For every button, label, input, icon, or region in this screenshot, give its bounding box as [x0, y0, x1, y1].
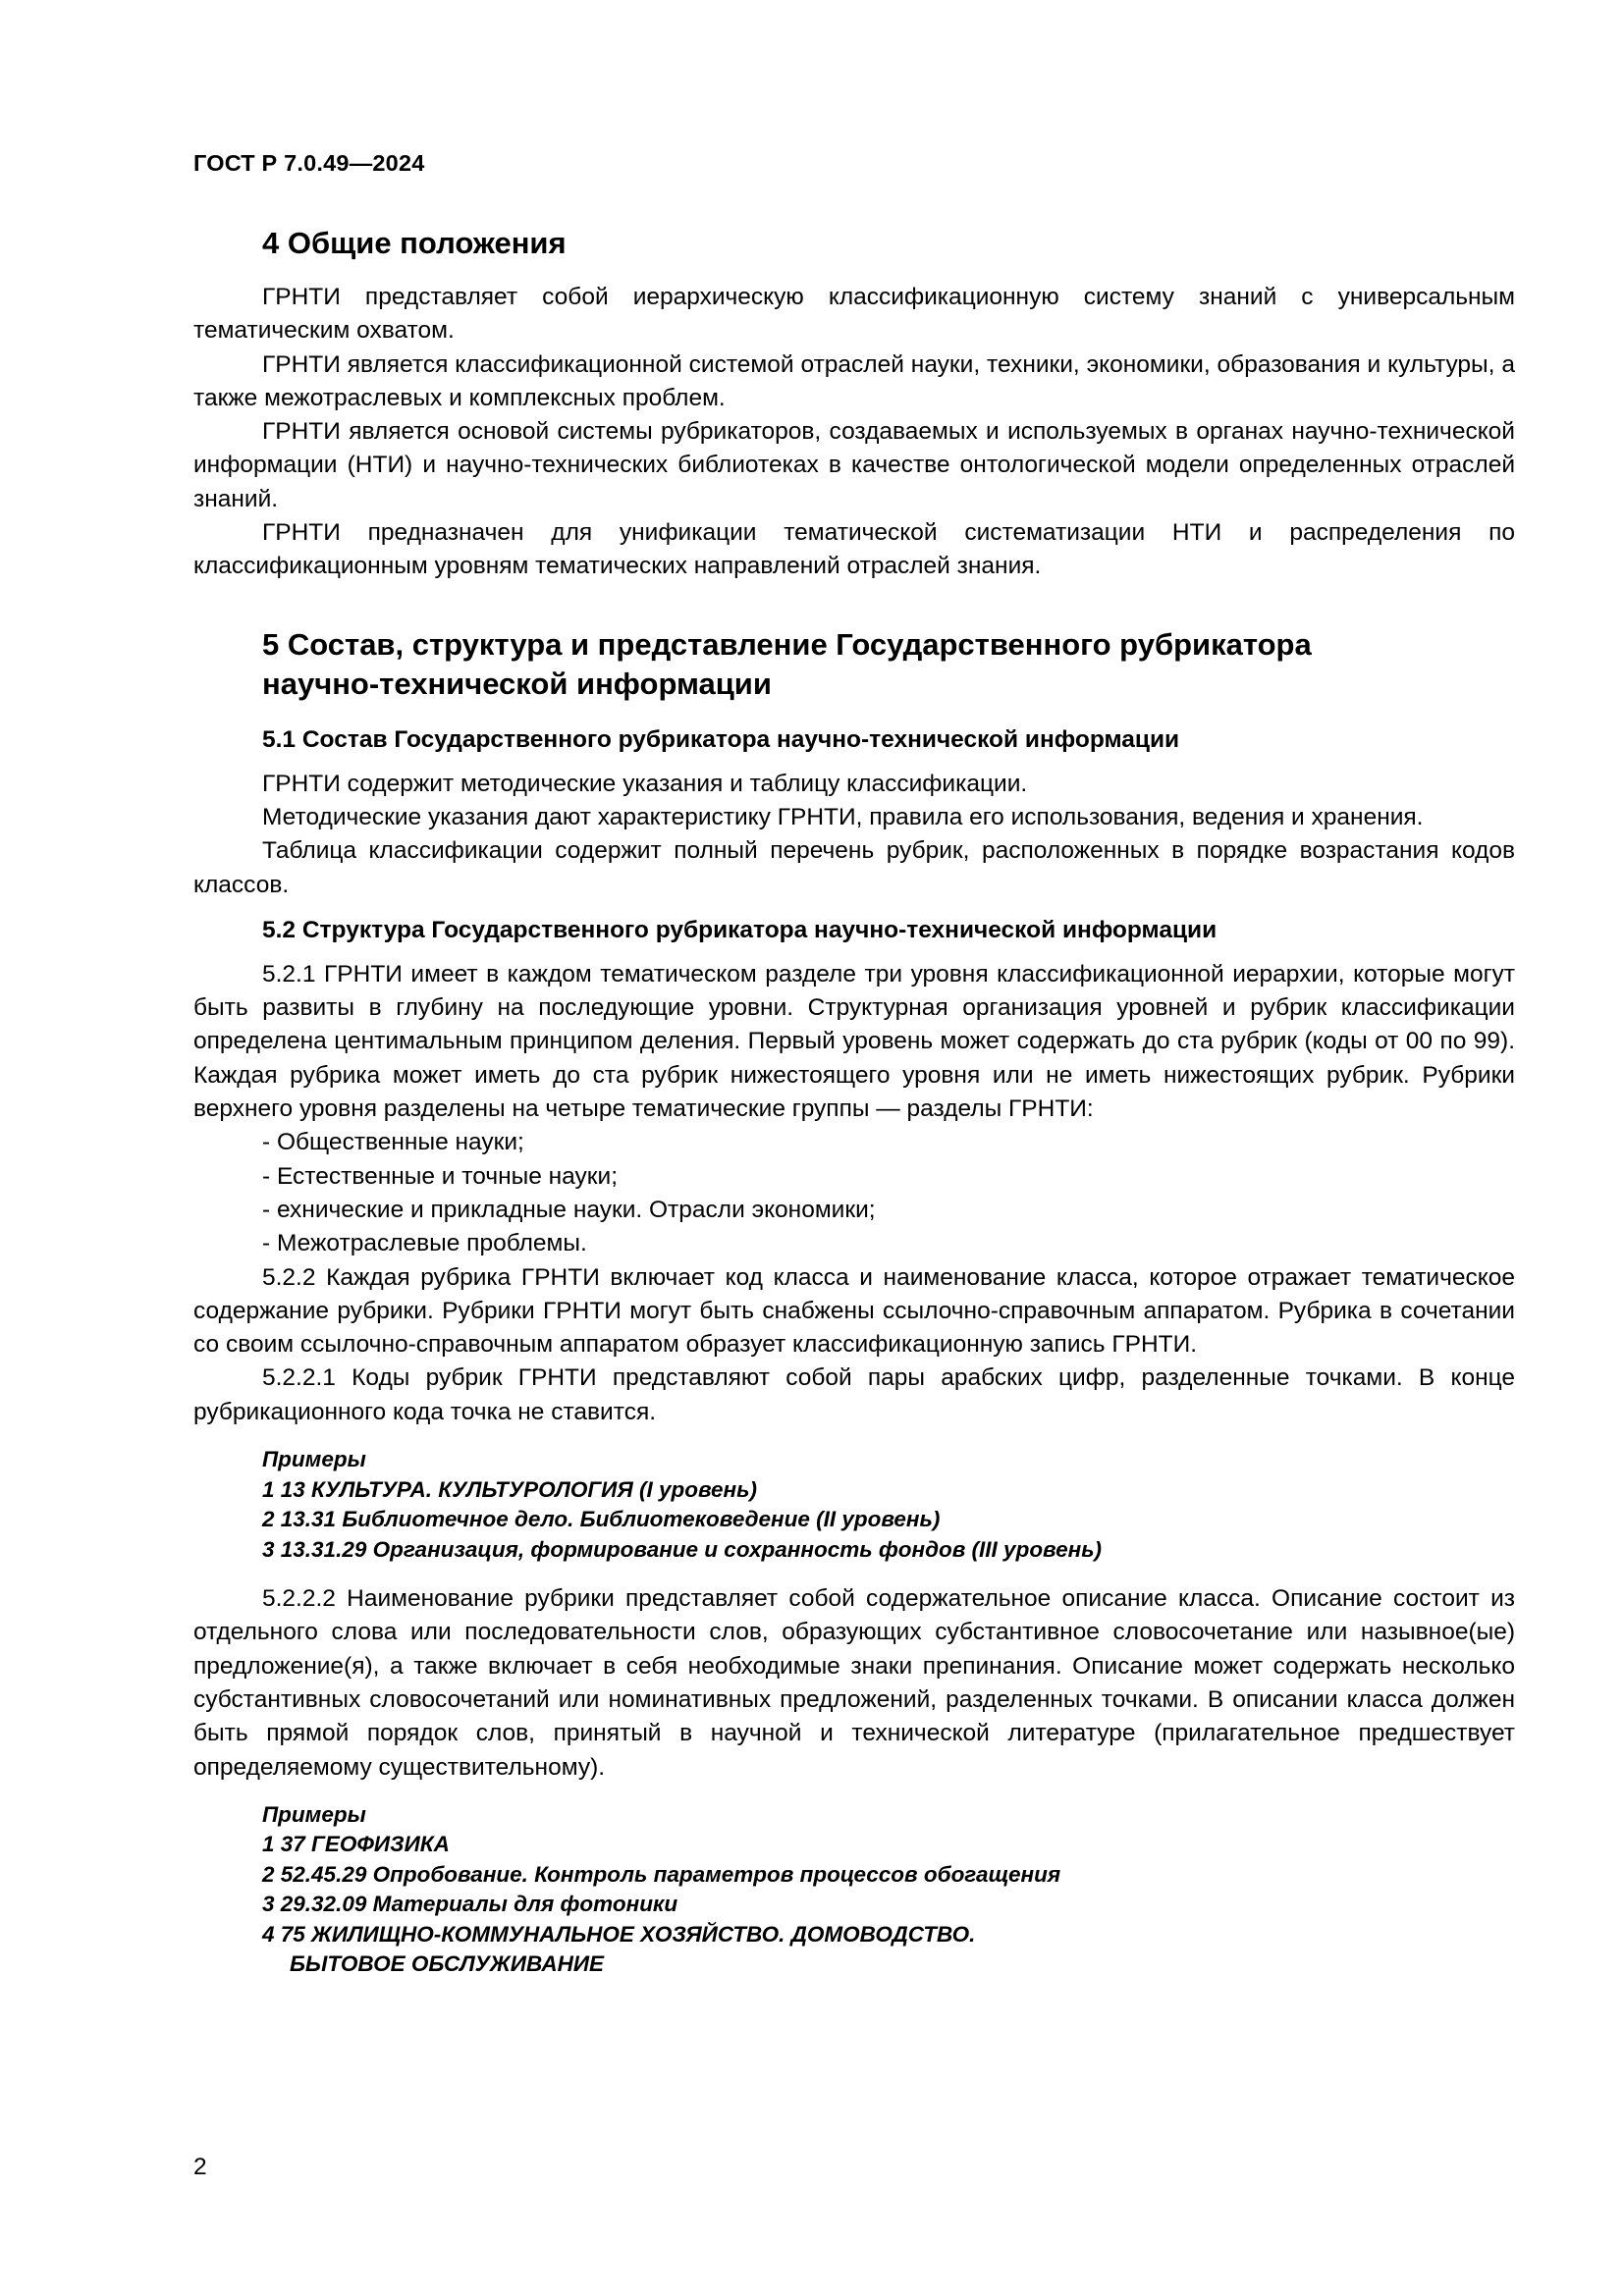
example-item: 2 52.45.29 Опробование. Контроль параметров процессов обогащения [262, 1861, 1061, 1887]
section-5-heading-line-2: научно-технической информации [262, 666, 772, 701]
section-5-2-heading: 5.2 Структура Государственного рубрикатора научно-технической информации [262, 916, 1218, 943]
clause-5-2-1: 5.2.1 ГРНТИ имеет в каждом тематическом разделе три уровня классификационной иерархии, которые могут быть развиты в глубину на последующие уровни. Структурная организация уровней и рубрик классификации определена центимальным принципом деления. Первый уровень может содержать до ста рубрик (коды от 00 по 99). Каждая рубрика может иметь до ста рубрик нижестоящего уровня или не иметь нижестоящих рубрик. Рубрики верхнего уровня разделены на четыре тематические группы — разделы ГРНТИ: [193, 960, 1515, 1123]
section-4-heading: 4 Общие положения [262, 226, 567, 260]
example-item: 4 75 ЖИЛИЩНО-КОММУНАЛЬНОЕ ХОЗЯЙСТВО. ДОМОВОДСТВО. [262, 1921, 976, 1947]
list-item: - Межотраслевые проблемы. [262, 1230, 587, 1257]
list-item: - Естественные и точные науки; [262, 1162, 618, 1190]
section-4-paragraph: ГРНТИ является основой системы рубрикаторов, создаваемых и используемых в органах научно-технической информации (НТИ) и научно-технических библиотеках в качестве онтологической модели определенных отраслей знаний. [193, 418, 1515, 512]
list-item: - ехнические и прикладные науки. Отрасли экономики; [262, 1196, 876, 1223]
example-item: 1 37 ГЕОФИЗИКА [262, 1832, 450, 1857]
clause-5-2-2-1: 5.2.2.1 Коды рубрик ГРНТИ представляют собой пары арабских цифр, разделенные точками. В конце рубрикационного кода точка не ставится. [193, 1364, 1515, 1425]
section-5-1-paragraph: Методические указания дают характеристику ГРНТИ, правила его использования, ведения и хранения. [262, 803, 1424, 830]
example-item: 2 13.31 Библиотечное дело. Библиотековедение (II уровень) [262, 1507, 941, 1532]
section-4-paragraph: ГРНТИ предназначен для унификации тематической систематизации НТИ и распределения по классификационным уровням тематических направлений отраслей знания. [193, 519, 1515, 580]
example-item: 1 13 КУЛЬТУРА. КУЛЬТУРОЛОГИЯ (I уровень) [262, 1476, 757, 1502]
section-5-1-paragraph: Таблица классификации содержит полный перечень рубрик, расположенных в порядке возрастания кодов классов. [193, 837, 1515, 898]
example-item-continuation: БЫТОВОЕ ОБСЛУЖИВАНИЕ [290, 1951, 605, 1977]
examples-label: Примеры [262, 1447, 366, 1472]
section-4-paragraph: ГРНТИ является классификационной системой отраслей науки, техники, экономики, образования и культуры, а также межотраслевых и комплексных проблем. [193, 350, 1515, 411]
page-number: 2 [193, 2154, 207, 2180]
example-item: 3 29.32.09 Материалы для фотоники [262, 1892, 678, 1917]
section-5-heading-line-1: 5 Состав, структура и представление Государственного рубрикатора [262, 626, 1312, 662]
example-item: 3 13.31.29 Организация, формирование и сохранность фондов (III уровень) [262, 1536, 1103, 1562]
section-5-1-heading: 5.1 Состав Государственного рубрикатора научно-технической информации [262, 725, 1180, 753]
standard-designation: ГОСТ Р 7.0.49—2024 [193, 150, 425, 176]
section-5-1-paragraph: ГРНТИ содержит методические указания и таблицу классификации. [262, 770, 1028, 797]
page-content [193, 224, 1515, 1980]
clause-5-2-2: 5.2.2 Каждая рубрика ГРНТИ включает код класса и наименование класса, которое отражает тематическое содержание рубрики. Рубрики ГРНТИ могут быть снабжены ссылочно-справочным аппаратом. Рубрика в сочетании со своим ссылочно-справочным аппаратом образует классификационную запись ГРНТИ. [193, 1263, 1515, 1359]
examples-label: Примеры [262, 1801, 366, 1827]
list-item: - Общественные науки; [262, 1129, 524, 1156]
clause-5-2-2-2: 5.2.2.2 Наименование рубрики представляет собой содержательное описание класса. Описание состоит из отдельного слова или последовательности слов, образующих субстантивное словосочетание или назывное(ые) предложение(я), а также включает в себя необходимые знаки препинания. Описание может содержать несколько субстантивных словосочетаний или номинативных предложений, разделенных точками. В описании класса должен быть прямой порядок слов, принятый в научной и технической литературе (прилагательное предшествует определяемому существительному). [193, 1585, 1515, 1781]
section-4-paragraph: ГРНТИ представляет собой иерархическую классификационную систему знаний с универсальным тематическим охватом. [193, 284, 1515, 345]
